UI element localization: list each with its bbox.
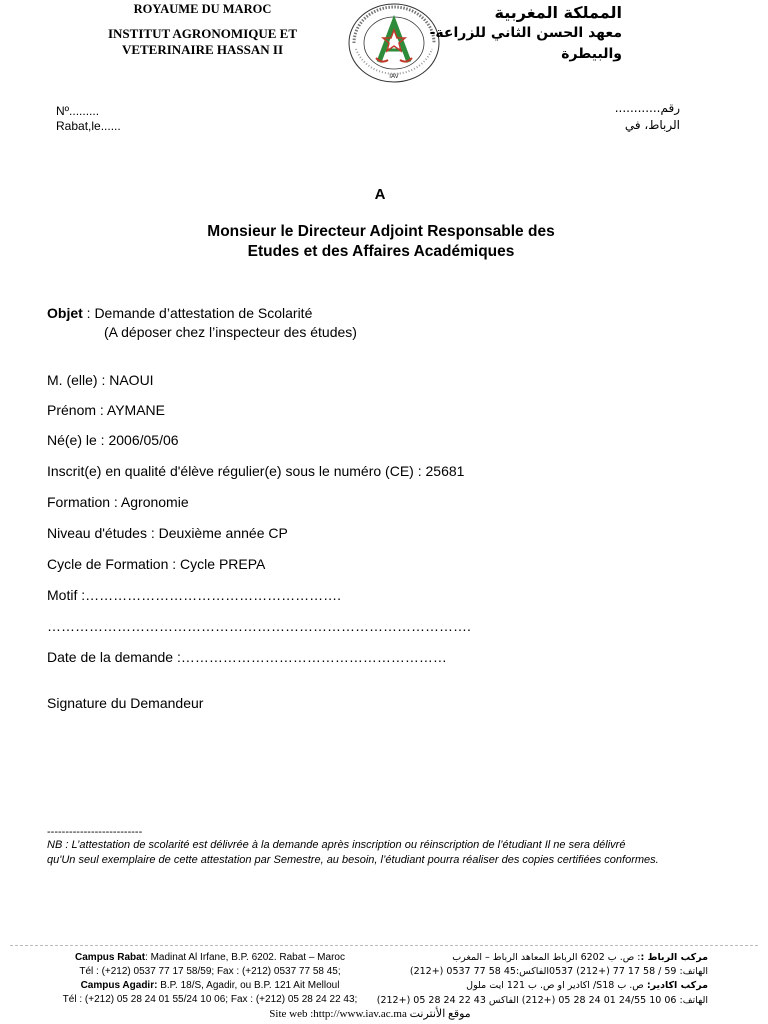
- field-motif: Motif :……………………………………………….: [47, 587, 342, 603]
- recipient-a: A: [374, 186, 386, 203]
- footer-website[interactable]: Site web :http://www.iav.ac.ma موقع الأنترنت: [269, 1008, 471, 1020]
- recipient-line2: Etudes et des Affaires Académiques: [247, 243, 515, 260]
- field-birth-date: Né(e) le : 2006/05/06: [47, 432, 179, 448]
- institute-name-ar-line1: معهد الحسن الثاني للزراعة-: [429, 25, 622, 41]
- field-formation: Formation : Agronomie: [47, 494, 189, 510]
- footer-ar-agadir-phone: الهاتف: 06 10 24/55 01 24 28 05 (+212) الفاكس 43 22 24 28 05 (+212): [376, 994, 708, 1006]
- nb-line1: NB : L’attestation de scolarité est délivrée à la demande après inscription ou réinscription de l’étudiant Il ne sera délivré: [47, 839, 626, 851]
- logo-text: IAV: [389, 73, 399, 80]
- field-study-level: Niveau d'études : Deuxième année CP: [47, 525, 288, 541]
- footer-arabic: [376, 951, 708, 1008]
- subject-label: Objet: [47, 305, 83, 321]
- nb-separator: --------------------------: [47, 826, 143, 838]
- logo-seal-icon: [346, 2, 442, 84]
- footer-rabat-phone: Tél : (+212) 0537 77 17 58/59; Fax : (+212) 0537 77 58 45;: [79, 966, 341, 977]
- header-arabic: [429, 2, 622, 65]
- field-registration: Inscrit(e) en qualité d'élève régulier(e) sous le numéro (CE) : 25681: [47, 463, 465, 479]
- header-french: [90, 2, 315, 58]
- footer-agadir-address: Campus Agadir: B.P. 18/S, Agadir, ou B.P. 121 Ait Melloul: [80, 980, 340, 991]
- subject: [47, 305, 312, 321]
- recipient-line1: Monsieur le Directeur Adjoint Responsable des: [207, 223, 555, 240]
- field-request-date: Date de la demande :…………………………………………………: [47, 649, 447, 665]
- footer-agadir-phone: Tél : (+212) 05 28 24 01 55/24 10 06; Fax : (+212) 05 28 24 22 43;: [62, 994, 358, 1005]
- footer-rabat-label: Campus Rabat: [75, 952, 146, 963]
- footer-rabat-address: Campus Rabat: Madinat Al Irfane, B.P. 6202. Rabat – Maroc: [75, 952, 345, 963]
- field-first-name: Prénom : AYMANE: [47, 402, 166, 418]
- place-date: Rabat,le......: [56, 119, 121, 133]
- nb-line2: qu'Un seul exemplaire de cette attestation par Semestre, au besoin, l’étudiant pourra réaliser des copies certifiées conformes.: [47, 854, 659, 866]
- kingdom-name-fr: ROYAUME DU MAROC: [133, 2, 272, 16]
- reference-number-ar: رقم............: [614, 101, 680, 115]
- footer-ar-agadir-address: مركب اكادير: ص. ب S18/ اكادير او ص. ب 121 ايت ملول: [466, 980, 708, 992]
- field-motif-continuation: ……………………………………………………………………………….: [47, 618, 471, 634]
- institute-name-ar-line2: والبيطرة: [561, 46, 622, 62]
- place-ar: الرباط، في: [624, 118, 680, 132]
- signature-label: Signature du Demandeur: [47, 695, 204, 711]
- footer-ar-rabat-address: مركب الرباط :: ص. ب 6202 الرباط المعاهد الرباط – المغرب: [452, 952, 708, 963]
- field-name: M. (elle) : NAOUI: [47, 372, 154, 388]
- kingdom-name-ar: المملكة المغربية: [494, 3, 622, 22]
- institute-name-fr-line1: INSTITUT AGRONOMIQUE ET: [107, 26, 298, 41]
- institute-logo: [346, 2, 442, 84]
- institute-name-fr-line2: VETERINAIRE HASSAN II: [121, 42, 284, 57]
- subject-note: (A déposer chez l’inspecteur des études): [104, 324, 357, 340]
- footer-ar-rabat-phone: الهاتف: 59 / 58 17 77 (+212) 0537الفاكس:45 58 77 0537 (+212): [409, 966, 708, 978]
- footer-french: [30, 951, 390, 1007]
- footer-agadir-label: Campus Agadir:: [80, 980, 158, 991]
- field-cycle: Cycle de Formation : Cycle PREPA: [47, 556, 266, 572]
- footer-divider: [10, 945, 758, 946]
- subject-text: : Demande d’attestation de Scolarité: [82, 305, 313, 321]
- reference-number: Nº.........: [56, 104, 100, 118]
